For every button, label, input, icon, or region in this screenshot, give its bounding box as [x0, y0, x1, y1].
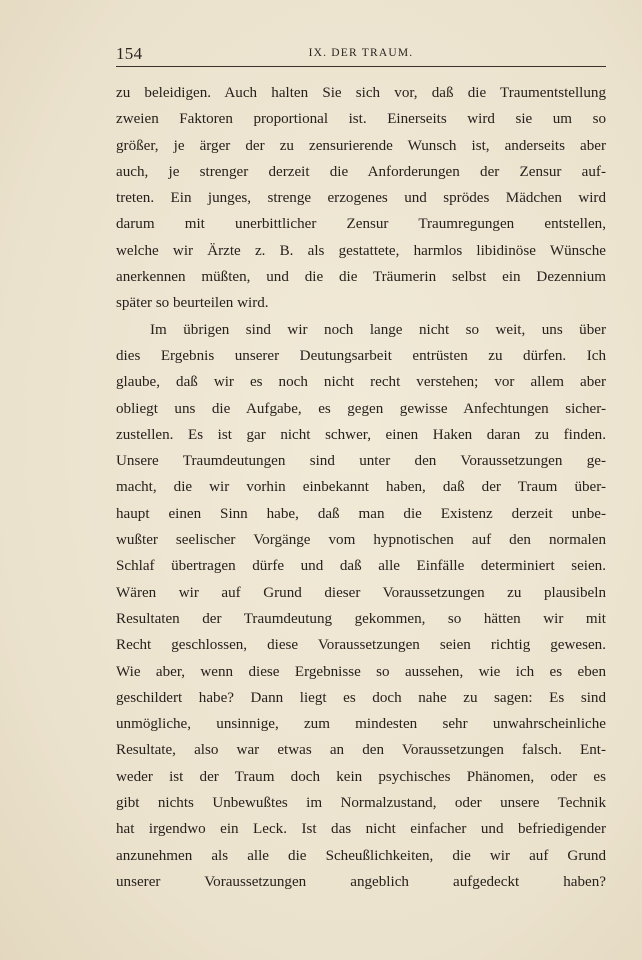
text-line: anzunehmen als alle die Scheußlichkeiten, die wir auf Grund [116, 847, 606, 864]
running-header [116, 40, 606, 67]
text-line: anerkennen müßten, und die die Träumerin selbst ein Dezennium [116, 269, 606, 286]
text-line: geschildert habe? Dann liegt es doch nahe zu sagen: Es sind [116, 689, 606, 706]
text-line: treten. Ein junges, strenge erzogenes und sprödes Mädchen wird [116, 190, 606, 207]
text-line: dies Ergebnis unserer Deutungsarbeit entrüsten zu dürfen. Ich [116, 347, 606, 364]
text-line: auch, je strenger derzeit die Anforderungen der Zensur auf- [116, 163, 606, 180]
text-line: unmögliche, unsinnige, zum mindesten sehr unwahrscheinliche [116, 716, 606, 733]
text-line: Im übrigen sind wir noch lange nicht so weit, uns über [150, 321, 606, 338]
text-line: glaube, daß wir es noch nicht recht verstehen; vor allem aber [116, 374, 606, 391]
body-text [116, 80, 606, 895]
text-line: Wären wir auf Grund dieser Voraussetzungen zu plausibeln [116, 584, 606, 601]
text-line: hat irgendwo ein Leck. Ist das nicht einfacher und befriedigender [116, 821, 606, 838]
text-line: unserer Voraussetzungen angeblich aufgedeckt haben? [116, 873, 606, 890]
text-line: zu beleidigen. Auch halten Sie sich vor, daß die Traumentstellung [116, 85, 606, 101]
text-line: Wie aber, wenn diese Ergebnisse so aussehen, wie ich es eben [116, 663, 606, 680]
text-line: welche wir Ärzte z. B. als gestattete, harmlos libidinöse Wünsche [116, 242, 606, 259]
chapter-title: IX. DER TRAUM. [308, 47, 414, 59]
paragraph-1 [116, 80, 606, 317]
text-line: haupt einen Sinn habe, daß man die Existenz derzeit unbe- [116, 505, 606, 522]
text-line: später so beurteilen wird. [116, 295, 269, 312]
text-line: zustellen. Es ist gar nicht schwer, einen Haken daran zu finden. [116, 426, 606, 443]
text-line: Recht geschlossen, diese Voraussetzungen seien richtig gewesen. [116, 637, 606, 654]
text-line: darum mit unerbittlicher Zensur Traumregungen entstellen, [116, 216, 606, 233]
text-line: zweien Faktoren proportional ist. Einerseits wird sie um so [116, 111, 606, 128]
text-line: Resultate, also war etwas an den Voraussetzungen falsch. Ent- [116, 742, 606, 759]
text-line: wußter seelischer Vorgänge vom hypnotischen auf den normalen [116, 532, 606, 549]
text-line: größer, je ärger der zu zensurierende Wunsch ist, anderseits aber [116, 137, 606, 154]
text-line: gibt nichts Unbewußtes im Normalzustand, oder unsere Technik [116, 795, 606, 812]
text-line: weder ist der Traum doch kein psychisches Phänomen, oder es [116, 768, 606, 785]
text-line: Unsere Traumdeutungen sind unter den Voraussetzungen ge- [116, 453, 606, 470]
text-line: obliegt uns die Aufgabe, es gegen gewisse Anfechtungen sicher- [116, 400, 606, 417]
page-number: 154 [116, 44, 143, 63]
text-line: macht, die wir vorhin einbekannt haben, daß der Traum über- [116, 479, 606, 496]
text-line: Resultaten der Traumdeutung gekommen, so hätten wir mit [116, 610, 606, 627]
paragraph-2 [116, 317, 606, 896]
text-line: Schlaf übertragen dürfe und daß alle Einfälle determiniert seien. [116, 558, 606, 575]
